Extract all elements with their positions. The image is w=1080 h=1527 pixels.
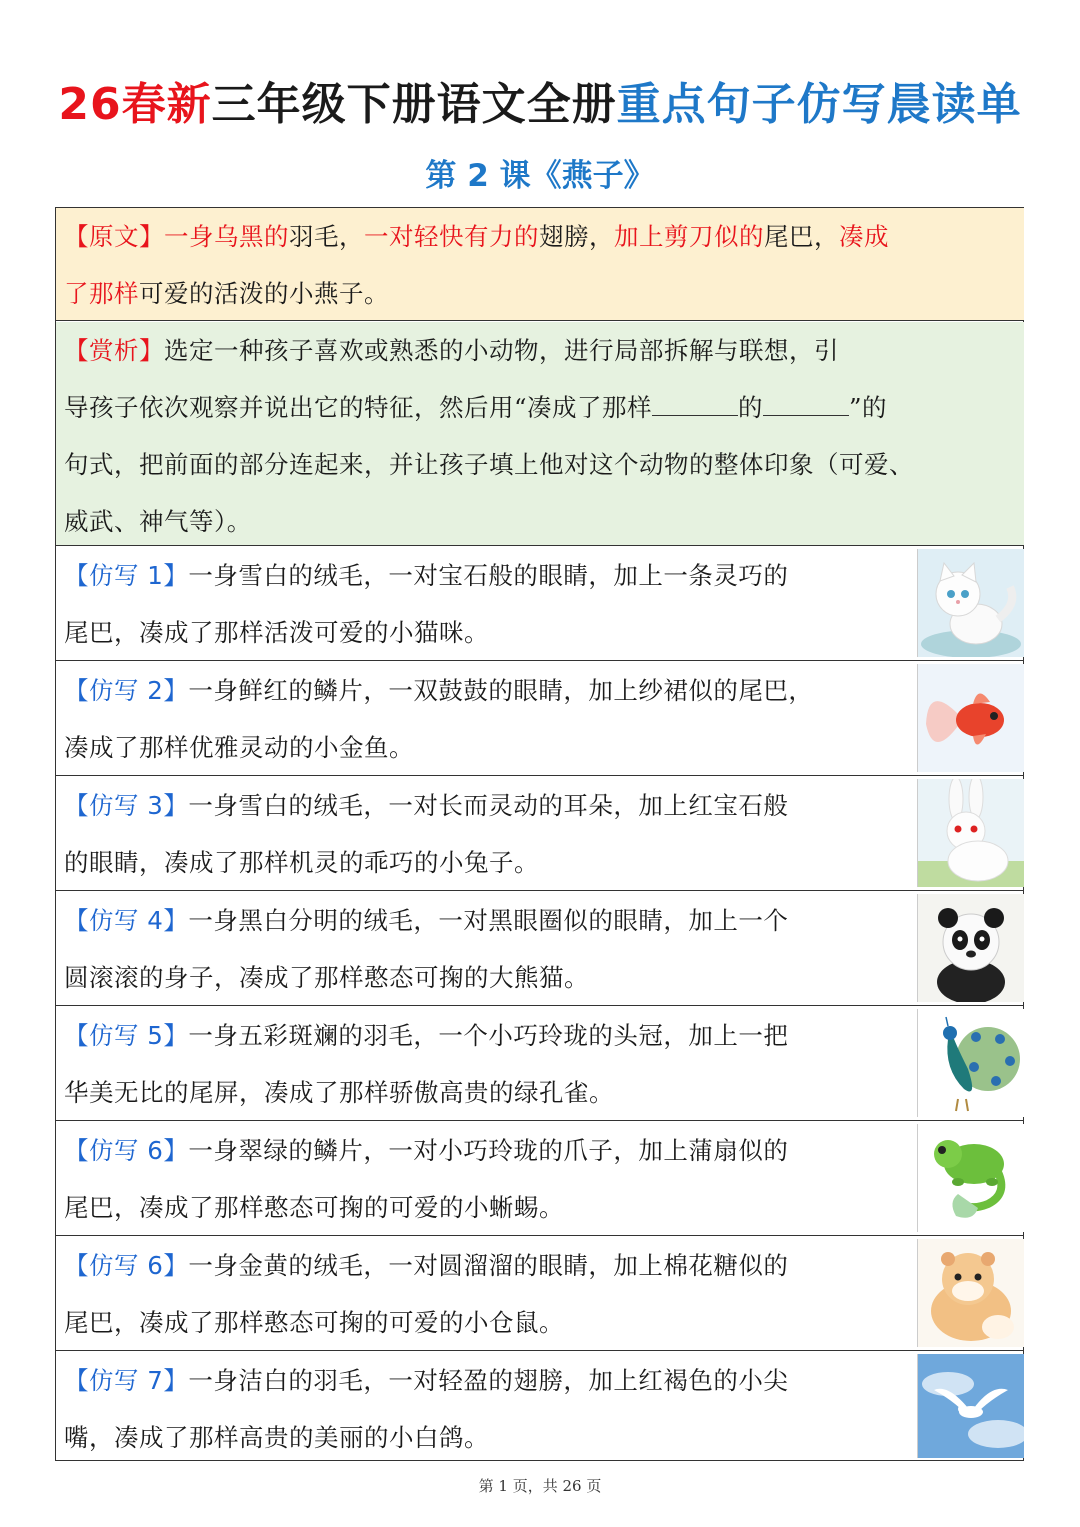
imitation-line: 尾巴，凑成了那样活泼可爱的小猫咪。 — [64, 618, 489, 647]
imitation-line: 凑成了那样优雅灵动的小金鱼。 — [64, 733, 414, 762]
title-part-grade: 三年级下册语文全册 — [211, 79, 617, 130]
panda-icon — [917, 894, 1024, 1002]
analysis-line: 导孩子依次观察并说出它的特征，然后用“凑成了那样 — [64, 393, 653, 422]
analysis-line: ”的 — [849, 393, 888, 422]
imitation-text — [64, 1237, 914, 1351]
lesson-subtitle: 第 2 课《燕子》 — [425, 158, 655, 194]
imitation-row — [56, 1352, 1024, 1458]
imitation-tag: 【仿写 5】 — [64, 1021, 189, 1050]
imitation-line: 一身翠绿的鳞片，一对小巧玲珑的爪子，加上蒲扇似的 — [188, 1136, 789, 1165]
goldfish-icon — [917, 664, 1024, 772]
analysis-line: 句式，把前面的部分连起来，并让孩子填上他对这个动物的整体印象（可爱、 — [64, 450, 914, 479]
imitation-row — [56, 892, 1024, 1006]
imitation-line: 一身金黄的绒毛，一对圆溜溜的眼睛，加上棉花糖似的 — [188, 1251, 789, 1280]
imitation-line: 一身洁白的羽毛，一对轻盈的翅膀，加上红褐色的小尖 — [188, 1366, 789, 1395]
imitation-tag: 【仿写 2】 — [64, 676, 189, 705]
fill-blank — [652, 391, 738, 416]
imitation-line: 尾巴，凑成了那样憨态可掬的可爱的小仓鼠。 — [64, 1308, 564, 1337]
analysis-tag: 【赏析】 — [64, 336, 164, 365]
imitation-tag: 【仿写 3】 — [64, 791, 189, 820]
analysis-line: 的 — [738, 393, 764, 422]
imitation-line: 一身雪白的绒毛，一对宝石般的眼睛，加上一条灵巧的 — [188, 561, 789, 590]
imitation-text — [64, 547, 914, 661]
imitation-row — [56, 662, 1024, 776]
imitation-text — [64, 1122, 914, 1236]
original-seg: 了那样 — [64, 279, 139, 308]
imitation-line: 尾巴，凑成了那样憨态可掬的可爱的小蜥蜴。 — [64, 1193, 564, 1222]
original-seg: 加上剪刀似的 — [614, 222, 764, 251]
imitation-row — [56, 1122, 1024, 1236]
imitation-line: 的眼睛，凑成了那样机灵的乖巧的小兔子。 — [64, 848, 539, 877]
imitation-line: 一身鲜红的鳞片，一双鼓鼓的眼睛，加上纱裙似的尾巴， — [188, 676, 814, 705]
original-seg: 一对轻快有力的 — [364, 222, 539, 251]
imitation-line: 嘴，凑成了那样高贵的美丽的小白鸽。 — [64, 1423, 489, 1452]
white-dove-icon — [917, 1354, 1024, 1458]
peacock-icon — [917, 1009, 1024, 1117]
imitation-text — [64, 777, 914, 891]
original-tag: 【原文】 — [64, 222, 164, 251]
imitation-tag: 【仿写 7】 — [64, 1366, 189, 1395]
original-seg: 可爱的活泼的小燕子。 — [139, 279, 389, 308]
imitation-row — [56, 1237, 1024, 1351]
imitation-tag: 【仿写 4】 — [64, 906, 189, 935]
original-text-row — [56, 208, 1024, 321]
page-footer: 第 1 页，共 26 页 — [478, 1477, 602, 1495]
hamster-icon — [917, 1239, 1024, 1347]
imitation-text — [64, 662, 914, 776]
imitation-row — [56, 1007, 1024, 1121]
page-title — [0, 68, 1080, 138]
analysis-line: 选定一种孩子喜欢或熟悉的小动物，进行局部拆解与联想，引 — [164, 336, 839, 365]
title-part-year: 26春新 — [58, 79, 212, 130]
original-seg: 凑成 — [839, 222, 889, 251]
imitation-tag: 【仿写 6】 — [64, 1136, 189, 1165]
title-part-topic: 重点句子仿写晨读单 — [616, 79, 1022, 130]
imitation-line: 华美无比的尾屏，凑成了那样骄傲高贵的绿孔雀。 — [64, 1078, 614, 1107]
original-seg: 羽毛， — [289, 222, 364, 251]
analysis-row — [56, 322, 1024, 546]
imitation-row — [56, 777, 1024, 891]
lizard-icon — [917, 1124, 1024, 1232]
imitation-line: 一身五彩斑斓的羽毛，一个小巧玲珑的头冠，加上一把 — [188, 1021, 789, 1050]
imitation-line: 圆滚滚的身子，凑成了那样憨态可掬的大熊猫。 — [64, 963, 589, 992]
white-kitten-icon — [917, 549, 1024, 657]
original-seg: 一身乌黑的 — [164, 222, 289, 251]
imitation-line: 一身黑白分明的绒毛，一对黑眼圈似的眼睛，加上一个 — [188, 906, 789, 935]
original-seg: 尾巴， — [764, 222, 839, 251]
original-text — [64, 208, 889, 322]
rabbit-icon — [917, 779, 1024, 887]
original-seg: 翅膀， — [539, 222, 614, 251]
imitation-row — [56, 547, 1024, 661]
analysis-text — [64, 322, 914, 550]
imitation-tag: 【仿写 6】 — [64, 1251, 189, 1280]
imitation-text — [64, 1352, 914, 1466]
imitation-text — [64, 1007, 914, 1121]
imitation-line: 一身雪白的绒毛，一对长而灵动的耳朵，加上红宝石般 — [188, 791, 789, 820]
imitation-text — [64, 892, 914, 1006]
fill-blank — [763, 391, 849, 416]
imitation-tag: 【仿写 1】 — [64, 561, 189, 590]
analysis-line: 威武、神气等）。 — [64, 507, 252, 536]
